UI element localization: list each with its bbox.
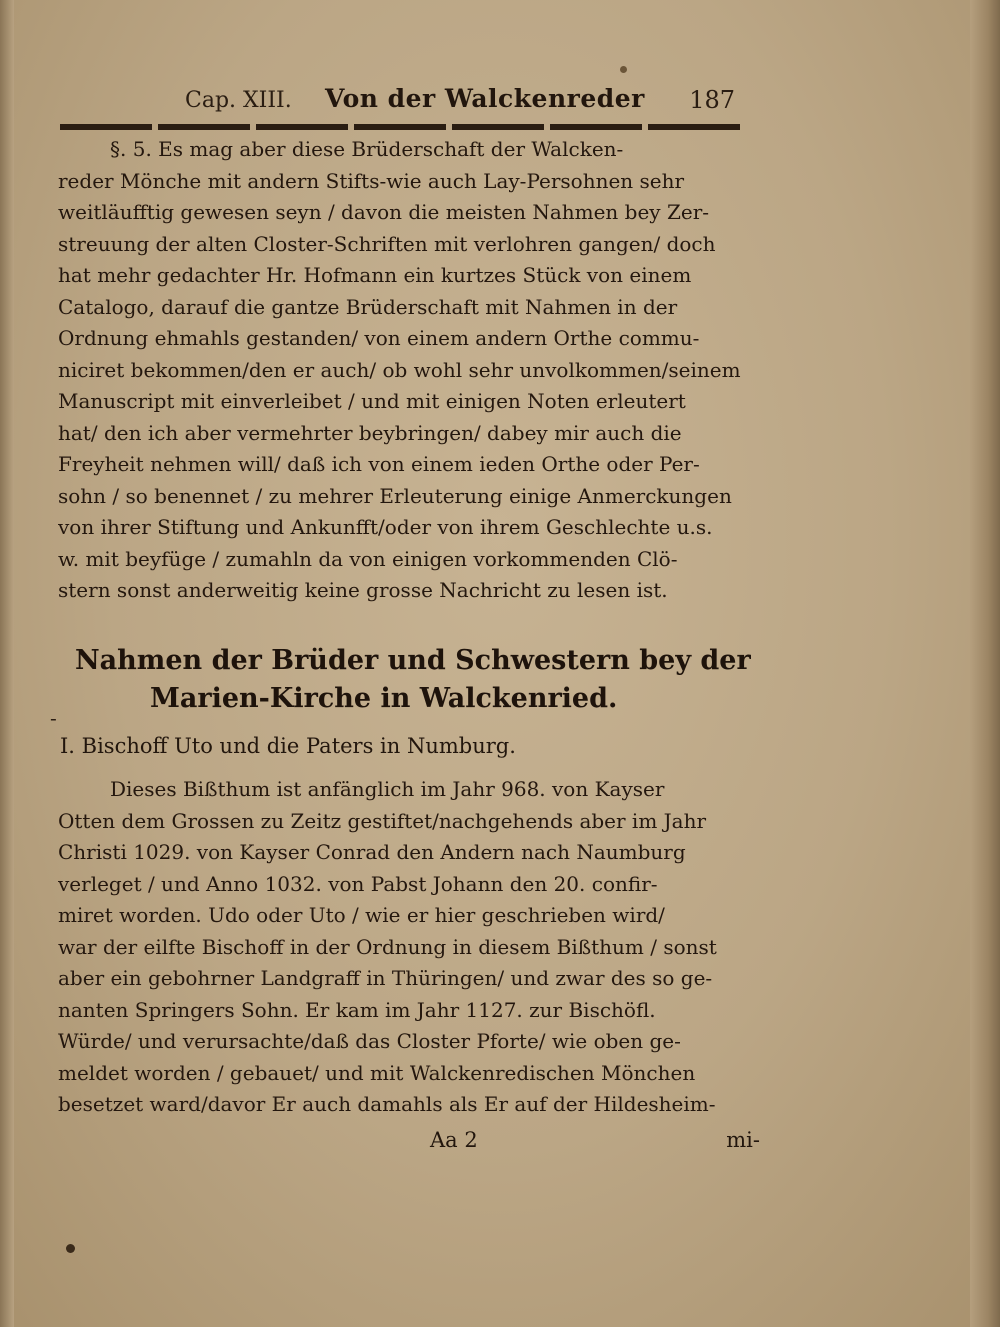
text-line: meldet worden / gebauet/ und mit Walckenredischen Mönchen [58, 1060, 696, 1085]
margin-dash: - [50, 706, 57, 730]
text-line: von ihrer Stiftung und Ankunfft/oder von ihrem Geschlechte u.s. [58, 515, 713, 539]
text-line: hat mehr gedachter Hr. Hofmann ein kurtzes Stück von einem [58, 263, 692, 287]
section-heading-line-2: Marien-Kirche in Walckenried. [150, 683, 618, 714]
text-line: Ordnung ehmahls gestanden/ von einem andern Orthe commu- [58, 326, 700, 350]
text-line: verleget / und Anno 1032. von Pabst Johann den 20. confir- [58, 871, 658, 896]
text-line: sohn / so benennet / zu mehrer Erleuterung einige Anmerckungen [58, 483, 732, 508]
text-line: aber ein gebohrner Landgraff in Thüringen/ und zwar des so ge- [58, 966, 713, 990]
text-line: niciret bekommen/den er auch/ ob wohl sehr unvolkommen/seinem [58, 357, 741, 382]
text-line: Freyheit nehmen will/ daß ich von einem ieden Orthe oder Per- [58, 452, 700, 476]
text-line: reder Mönche mit andern Stifts-wie auch Lay-Persohnen sehr [58, 168, 685, 193]
text-line: miret worden. Udo oder Uto / wie er hier geschrieben wird/ [58, 903, 665, 927]
text-line: Otten dem Grossen zu Zeitz gestiftet/nachgehends aber im Jahr [58, 808, 707, 833]
text-line: Würde/ und verursachte/daß das Closter Pforte/ wie oben ge- [58, 1029, 681, 1053]
chapter-label: Cap. XIII. [185, 88, 292, 113]
text-line: Dieses Bißthum ist anfänglich im Jahr 968. von Kayser [110, 777, 665, 801]
text-line: Christi 1029. von Kayser Conrad den Andern nach Naumburg [58, 840, 686, 864]
subheading: I. Bischoff Uto und die Paters in Numburg. [60, 734, 516, 758]
text-line: besetzet ward/davor Er auch damahls als Er auf der Hildesheim- [58, 1092, 716, 1116]
paragraph-bishop-uto [58, 774, 748, 1121]
text-line: war der eilfte Bischoff in der Ordnung in diesem Bißthum / sonst [58, 934, 717, 959]
running-header [185, 82, 745, 118]
text-line: nanten Springers Sohn. Er kam im Jahr 1127. zur Bischöfl. [58, 997, 656, 1022]
page-edge [970, 0, 1000, 1327]
text-line: Manuscript mit einverleibet / und mit einigen Noten erleutert [58, 389, 686, 413]
text-line: weitläufftig gewesen seyn / davon die meisten Nahmen bey Zer- [58, 200, 710, 224]
text-line: §. 5. Es mag aber diese Brüderschaft der Walcken- [110, 137, 624, 161]
header-rule [60, 124, 740, 130]
text-line: w. mit beyfüge / zumahln da von einigen vorkommenden Clö- [58, 546, 678, 571]
running-title: Von der Walckenreder [325, 84, 645, 113]
page-gutter [0, 0, 14, 1327]
ink-spot [66, 1244, 75, 1253]
signature-mark: Aa 2 [430, 1128, 478, 1152]
paragraph-5 [58, 134, 748, 607]
text-line: Catalogo, darauf die gantze Brüderschaft mit Nahmen in der [58, 294, 678, 319]
page-number: 187 [689, 86, 735, 114]
text-line: stern sonst anderweitig keine grosse Nachricht zu lesen ist. [58, 578, 668, 602]
catchline [430, 1128, 760, 1158]
text-line: streuung der alten Closter-Schriften mit verlohren gangen/ doch [58, 231, 716, 256]
catchword: mi- [726, 1128, 760, 1152]
text-line: hat/ den ich aber vermehrter beybringen/ dabey mir auch die [58, 420, 682, 445]
ink-spot [620, 66, 627, 73]
section-heading-line-1: Nahmen der Brüder und Schwestern bey der [75, 645, 751, 676]
